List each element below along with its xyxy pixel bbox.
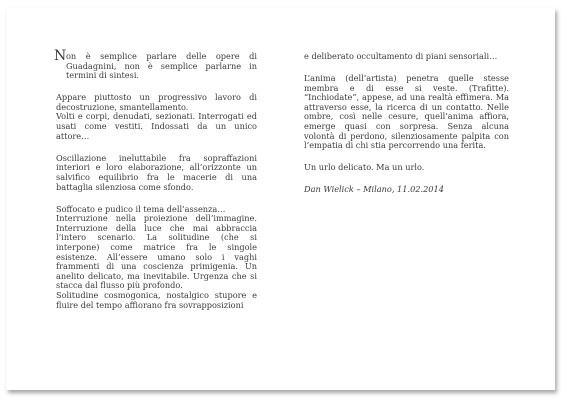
paragraph-occultamento: e deliberato occultamento di piani sensoriali… xyxy=(304,51,498,61)
paragraph-oscillazione: Oscillazione ineluttabile fra sopraffazioni interiori e loro elaborazione, all’orizzonte un salvifico equilibrio fra le macerie di una battaglia silenziosa come sfondo. xyxy=(56,152,257,192)
left-text-column xyxy=(54,48,257,323)
paragraph-interruzione: Interruzione nella proiezione dell’immagine. Interruzione della luce che mai abbraccia l’intero scenario. La solitudine (che si interpone) come matrice fra le singole esistenze. All’essere umano solo i vaghi frammenti di una coscienza primigenia. Un anelito delicato, ma inevitabile. Urgenza che si stacca dal flusso più profondo. xyxy=(56,213,257,291)
right-text-column xyxy=(304,52,509,208)
paragraph-assenza: Soffocato e pudico il tema dell’assenza… xyxy=(56,203,226,214)
paragraph-anima: L’anima (dell’artista) penetra quelle stesse membra e di esse si veste. (Trafitte). “Inchiodate”, appese, ad una realtà effimera. Ma attraverso esse, la ricerca di un contatto. Nelle ombre, così nelle cesure, quell’anima affiora, emerge quasi con sorpresa. Senza alcuna volontà di perdono, silenziosamente palpita con l’empatia di chi stia percorrendo una ferita. xyxy=(304,73,509,151)
paragraph-urlo: Un urlo delicato. Ma un urlo. xyxy=(304,162,425,173)
document-page xyxy=(6,8,555,390)
paragraph-solitudine: Solitudine cosmogonica, nostalgico stupore e fluire del tempo affiorano fra sovrapposizioni xyxy=(56,289,257,310)
paragraph-decostruzione: Appare piuttosto un progressivo lavoro di decostruzione, smantellamento. xyxy=(56,92,257,112)
paragraph-volti: Volti e corpi, denudati, sezionati. Interrogati ed usati come vestiti. Indossati da un unico attore… xyxy=(56,111,257,141)
intro-text: on è semplice parlare delle opere di Guadagnini, non è semplice parlarne in termini di sintesi. xyxy=(66,51,257,81)
intro-paragraph xyxy=(54,48,257,81)
drop-cap: N xyxy=(54,48,67,64)
signature: Dan Wielick – Milano, 11.02.2014 xyxy=(304,184,444,195)
